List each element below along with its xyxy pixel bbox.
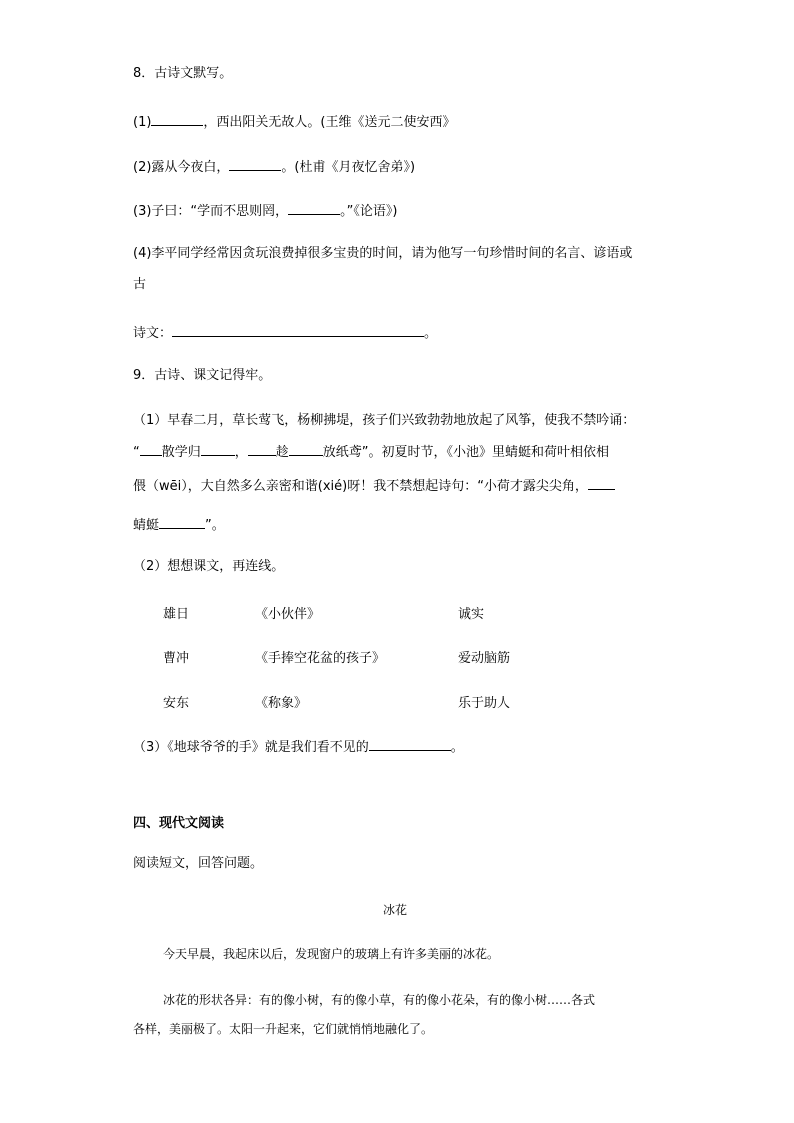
match-name[interactable]: 曹冲	[163, 651, 190, 666]
answer-blank[interactable]	[172, 322, 424, 337]
answer-blank[interactable]	[159, 514, 205, 529]
answer-blank[interactable]	[201, 441, 235, 456]
match-trait[interactable]: 爱动脑筋	[458, 651, 511, 666]
q9-part1-line2	[133, 441, 609, 462]
answer-blank[interactable]	[588, 475, 615, 490]
q8-item-3-text: (3)子曰：“学而不思则罔，	[133, 204, 289, 219]
q8-item-2-source: 。(杜甫《月夜忆舍弟》)	[281, 160, 416, 175]
answer-blank[interactable]	[229, 156, 281, 171]
q8-item-1	[133, 111, 456, 132]
answer-blank[interactable]	[369, 736, 451, 751]
q8-item-4-line2: 古	[133, 277, 147, 292]
q9-part1-line4	[133, 514, 225, 535]
poem-text: 趁	[275, 445, 289, 460]
q8-item-4-label: 诗文：	[133, 326, 173, 341]
q8-item-3-source: 。”《论语》)	[340, 204, 398, 219]
question-end: 。	[450, 740, 464, 755]
q8-item-3	[133, 200, 397, 221]
paragraph-text: 偎（wēi），大自然多么亲密和谐(xié)呀！我不禁想起诗句：“小荷才露尖尖角，	[133, 479, 588, 494]
q8-item-4-line3	[133, 322, 437, 343]
poem-text: 蜻蜓	[133, 518, 160, 533]
match-lesson[interactable]: 《小伙伴》	[255, 607, 321, 622]
quote-mark: “	[133, 445, 140, 460]
answer-blank[interactable]	[151, 111, 203, 126]
poem-text: 散学归	[161, 445, 201, 460]
q8-item-2-text: (2)露从今夜白，	[133, 160, 230, 175]
answer-blank[interactable]	[288, 200, 340, 215]
match-lesson[interactable]: 《手捧空花盆的孩子》	[255, 651, 386, 666]
q8-title: 8．古诗文默写。	[133, 66, 233, 81]
q8-item-1-text: ，西出阳关无故人。(王维《送元二使安西》	[203, 115, 456, 130]
passage-paragraph-2-line2: 各样，美丽极了。太阳一升起来，它们就悄悄地融化了。	[133, 1022, 434, 1036]
q9-part2-title: （2）想想课文，再连线。	[133, 559, 285, 574]
passage-paragraph-1: 今天早晨，我起床以后，发现窗户的玻璃上有许多美丽的冰花。	[163, 947, 500, 961]
section-heading: 四、现代文阅读	[133, 816, 225, 831]
match-trait[interactable]: 诚实	[458, 607, 485, 622]
answer-blank[interactable]	[289, 441, 323, 456]
poem-text: 放纸鸢”。初夏时节，《小池》里蜻蜓和荷叶相依相	[322, 445, 610, 460]
reading-instruction: 阅读短文，回答问题。	[133, 856, 264, 871]
q8-item-2	[133, 156, 415, 177]
passage-title: 冰花	[383, 903, 408, 917]
q9-title: 9．古诗、课文记得牢。	[133, 368, 272, 383]
match-name[interactable]: 雄日	[163, 607, 190, 622]
answer-blank[interactable]	[140, 441, 162, 456]
q8-item-4-end: 。	[424, 326, 438, 341]
question-text: （3）《地球爷爷的手》就是我们看不见的	[133, 740, 369, 755]
q8-item-4-line1: (4)李平同学经常因贪玩浪费掉很多宝贵的时间，请为他写一句珍惜时间的名言、谚语或	[133, 246, 633, 261]
match-lesson[interactable]: 《称象》	[255, 696, 308, 711]
poem-text: ，	[234, 445, 248, 460]
poem-text: ”。	[205, 518, 225, 533]
match-name[interactable]: 安东	[163, 696, 190, 711]
passage-paragraph-2-line1: 冰花的形状各异：有的像小树，有的像小草，有的像小花朵，有的像小树……各式	[163, 993, 596, 1007]
q9-part1-line3	[133, 475, 615, 496]
answer-blank[interactable]	[248, 441, 276, 456]
q9-part3	[133, 736, 464, 757]
q9-part1-line1: （1）早春二月，草长莺飞，杨柳拂堤，孩子们兴致勃勃地放起了风筝，使我不禁吟诵：	[133, 413, 636, 428]
q8-item-1-prefix: (1)	[133, 115, 152, 130]
match-trait[interactable]: 乐于助人	[458, 696, 511, 711]
